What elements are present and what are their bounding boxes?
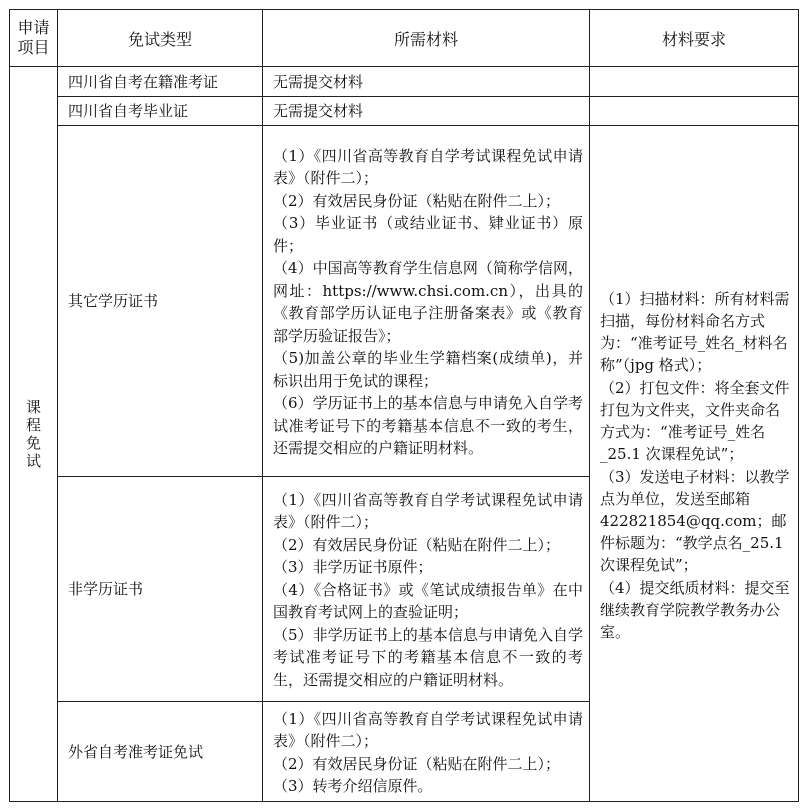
- table-row: [10, 126, 799, 477]
- material-item: （5）非学历证书上的基本信息与申请免入自学考试准考证号下的考籍基本信息不一致的考生，还需提交相应的户籍证明材料。: [273, 625, 583, 689]
- header-requirements: 材料要求: [590, 10, 799, 67]
- exemption-type: 非学历证书: [58, 477, 263, 702]
- material-item: （4）《合格证书》或《笔试成绩报告单》在中国教育考试网上的查验证明；: [273, 580, 583, 622]
- header-project-line1: 申请: [17, 18, 50, 37]
- table-row: [10, 97, 799, 126]
- material-item: （1）《四川省高等教育自学考试课程免试申请表》（附件二）；: [273, 146, 583, 187]
- exemption-type: 四川省自考毕业证: [58, 97, 263, 126]
- header-project-line2: 项目: [17, 38, 50, 57]
- requirements-empty-cell: [590, 97, 799, 126]
- header-project: [10, 10, 58, 67]
- section-label-char: 试: [25, 452, 41, 470]
- exemption-type: 四川省自考在籍准考证: [58, 67, 263, 97]
- section-label-char: 免: [25, 434, 41, 452]
- materials-cell: [263, 477, 590, 702]
- exemption-type: 外省自考准考证免试: [58, 702, 263, 802]
- requirement-item: （1）扫描材料：所有材料需扫描，每份材料命名方式为：“准考证号_姓名_材料名称”（jpg 格式）；: [600, 289, 790, 375]
- material-item: （2）有效居民身份证（粘贴在附件二上）；: [273, 535, 561, 554]
- exemption-table: [9, 9, 799, 802]
- header-materials: 所需材料: [263, 10, 590, 67]
- requirement-item: （2）打包文件：将全套文件打包为文件夹，文件夹命名方式为：“准考证号_姓名_25.1 次课程免试”；: [600, 378, 790, 464]
- section-label-cell: [10, 67, 58, 802]
- material-item: （2）有效居民身份证（粘贴在附件二上）；: [273, 191, 561, 210]
- material-item: （3）转考介绍信原件。: [273, 777, 433, 795]
- material-item: （5)加盖公章的毕业生学籍档案(成绩单)，并标识出用于免试的课程；: [273, 349, 583, 390]
- table-row: [10, 67, 799, 97]
- material-item: （1）《四川省高等教育自学考试课程免试申请表》（附件二）；: [273, 490, 583, 532]
- material-item: （1）《四川省高等教育自学考试课程免试申请表》（附件二）；: [273, 709, 583, 750]
- material-item: （3）毕业证书（或结业证书、肄业证书）原件；: [273, 214, 583, 255]
- materials-cell: [263, 126, 590, 477]
- material-item: （4）中国高等教育学生信息网（简称学信网，网址：https://www.chsi.com.cn），出具的《教育部学历认证电子注册备案表》或《教育部学历验证报告》；: [273, 259, 583, 345]
- requirement-item: （4）提交纸质材料：提交至继续教育学院教学教务办公室。: [600, 578, 790, 641]
- material-item: （2）有效居民身份证（粘贴在附件二上）；: [273, 754, 561, 773]
- materials-cell: 无需提交材料: [263, 67, 590, 97]
- material-item: （3）非学历证书原件；: [273, 558, 433, 577]
- exemption-type: 其它学历证书: [58, 126, 263, 477]
- section-label: [10, 398, 57, 470]
- header-row: [10, 10, 799, 67]
- requirements-cell: [590, 126, 799, 802]
- section-label-char: 程: [25, 416, 41, 434]
- materials-cell: 无需提交材料: [263, 97, 590, 126]
- section-label-char: 课: [25, 398, 41, 416]
- materials-cell: [263, 702, 590, 802]
- requirement-item: （3）发送电子材料：以教学点为单位，发送至邮箱 422821854@qq.com；邮件标题为：“教学点名_25.1 次课程免试”；: [600, 467, 790, 575]
- requirements-empty-cell: [590, 67, 799, 97]
- header-type: 免试类型: [58, 10, 263, 67]
- material-item: （6）学历证书上的基本信息与申请免入自学考试准考证号下的考籍基本信息不一致的考生，还需提交相应的户籍证明材料。: [273, 394, 583, 457]
